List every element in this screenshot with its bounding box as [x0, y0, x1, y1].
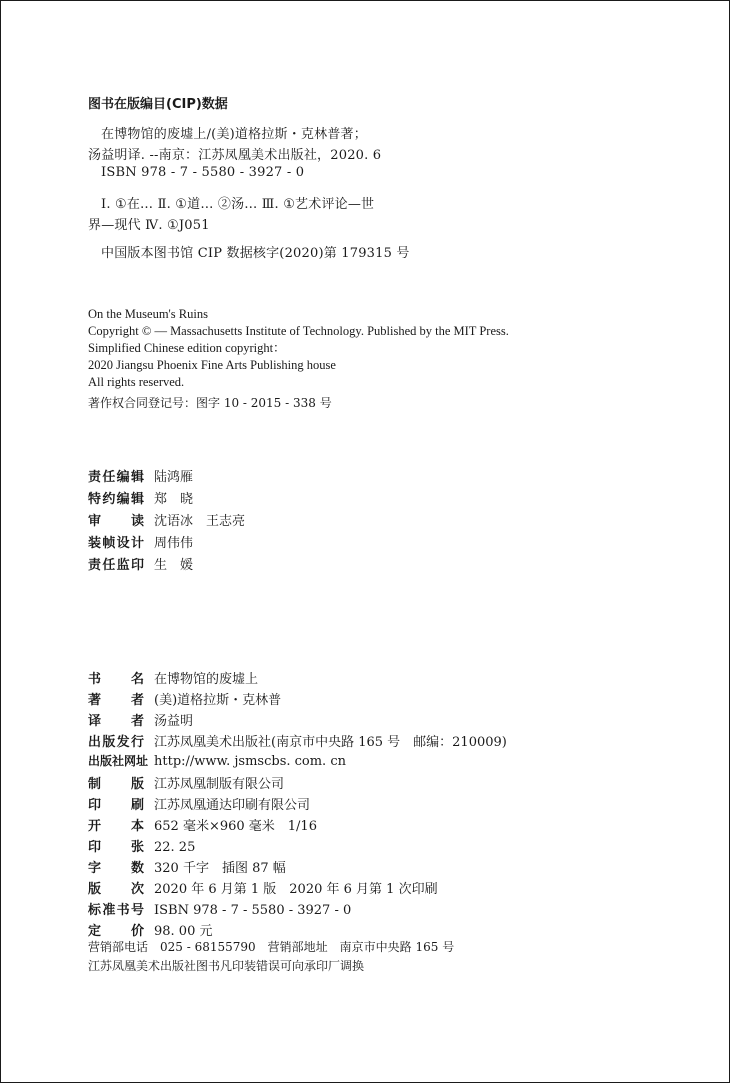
copyright-contract-number: 著作权合同登记号：图字 10 - 2015 - 338 号: [88, 396, 332, 410]
detail-value: http://www. jsmscbs. com. cn: [154, 754, 346, 769]
english-rights: All rights reserved.: [88, 375, 185, 389]
detail-label: 开本: [88, 819, 144, 834]
staff-row: [88, 554, 193, 573]
staff-row: [88, 466, 193, 485]
cip-line-5: 界—现代 Ⅳ. ①J051: [88, 218, 210, 233]
detail-row: [88, 710, 193, 729]
detail-value: 98. 00 元: [154, 924, 213, 939]
staff-row: [88, 510, 245, 529]
staff-label: 责任编辑: [88, 470, 144, 485]
detail-label: 版次: [88, 882, 144, 897]
detail-row: [88, 920, 212, 939]
detail-value: 652 毫米×960 毫米 1/16: [154, 819, 317, 834]
cip-line-4: Ⅰ. ①在… Ⅱ. ①道… ②汤… Ⅲ. ①艺术评论—世: [101, 197, 375, 212]
detail-row: [88, 689, 281, 708]
detail-value: 汤益明: [154, 714, 194, 729]
detail-value: ISBN 978 - 7 - 5580 - 3927 - 0: [154, 903, 352, 918]
detail-label: 译者: [88, 714, 144, 729]
detail-value: 22. 25: [154, 840, 196, 855]
staff-label: 审读: [88, 514, 144, 529]
cip-line-2: 汤益明译. --南京：江苏凤凰美术出版社，2020. 6: [88, 148, 382, 163]
detail-row: [88, 731, 507, 750]
detail-row: [88, 836, 195, 855]
detail-label: 标准书号: [88, 903, 144, 918]
english-edition: Simplified Chinese edition copyright：: [88, 341, 286, 355]
detail-value: 江苏凤凰制版有限公司: [154, 777, 285, 792]
detail-label: 印刷: [88, 798, 144, 813]
cip-heading: 图书在版编目(CIP)数据: [88, 97, 228, 112]
cip-record-number: 中国版本图书馆 CIP 数据核字(2020)第 179315 号: [101, 246, 410, 261]
staff-value: 生 媛: [154, 558, 194, 573]
detail-row: [88, 668, 258, 687]
detail-row: [88, 773, 284, 792]
cip-isbn: ISBN 978 - 7 - 5580 - 3927 - 0: [101, 165, 305, 180]
english-publisher: 2020 Jiangsu Phoenix Fine Arts Publishing house: [88, 358, 336, 372]
detail-label: 字数: [88, 861, 144, 876]
staff-row: [88, 532, 193, 551]
detail-row: [88, 794, 310, 813]
detail-value: 在博物馆的废墟上: [154, 672, 259, 687]
detail-label: 出版社网址: [88, 754, 149, 768]
staff-label: 特约编辑: [88, 492, 144, 507]
detail-value: 江苏凤凰通达印刷有限公司: [154, 798, 311, 813]
detail-label: 制版: [88, 777, 144, 792]
detail-label: 书名: [88, 672, 144, 687]
detail-label: 著者: [88, 693, 144, 708]
cip-line-1: 在博物馆的废墟上/(美)道格拉斯・克林普著；: [101, 127, 367, 142]
detail-row: [88, 815, 317, 834]
detail-value: (美)道格拉斯・克林普: [154, 693, 282, 708]
detail-label: 印张: [88, 840, 144, 855]
detail-value: 江苏凤凰美术出版社(南京市中央路 165 号 邮编：210009): [154, 735, 507, 750]
detail-row: [88, 857, 286, 876]
detail-label: 定价: [88, 924, 144, 939]
detail-value: 320 千字 插图 87 幅: [154, 861, 286, 876]
staff-value: 沈语冰 王志亮: [154, 514, 246, 529]
marketing-contact: 营销部电话 025 - 68155790 营销部地址 南京市中央路 165 号: [88, 940, 455, 954]
english-title: On the Museum's Ruins: [88, 307, 208, 321]
staff-value: 陆鸿雁: [154, 470, 194, 485]
staff-row: [88, 488, 193, 507]
misprint-notice: 江苏凤凰美术出版社图书凡印装错误可向承印厂调换: [88, 959, 365, 973]
detail-value: 2020 年 6 月第 1 版 2020 年 6 月第 1 次印刷: [154, 882, 438, 897]
staff-label: 责任监印: [88, 558, 144, 573]
english-copyright: Copyright © — Massachusetts Institute of Technology. Published by the MIT Press.: [88, 324, 509, 338]
detail-row: [88, 878, 438, 897]
detail-row: [88, 899, 351, 918]
staff-label: 装帧设计: [88, 536, 144, 551]
staff-value: 郑 晓: [154, 492, 194, 507]
detail-label: 出版发行: [88, 735, 144, 750]
detail-row: [88, 752, 346, 769]
staff-value: 周伟伟: [154, 536, 194, 551]
